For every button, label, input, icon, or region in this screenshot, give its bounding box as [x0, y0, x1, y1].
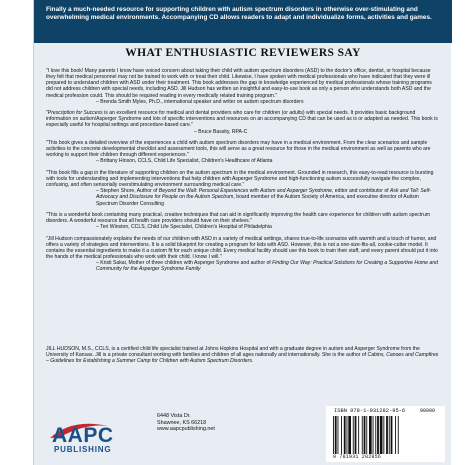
address-line: Shawnee, KS 66218	[157, 419, 207, 426]
logo-subtext: PUBLISHING	[54, 445, 112, 454]
section-title: WHAT ENTHUSIASTIC REVIEWERS SAY	[125, 47, 361, 59]
review-attribution: – Stephen Shore, Author of Beyond the Wall: Personal Experiences with Autism and Asperger Syndrome, editor and contributor of Ask and Tell: Self-Advocacy and Disclosure for People on the Autism Spectrum, board member of the Autism Society of America, and executive director of Autism Spectrum Disorder Consulting	[96, 188, 431, 207]
intro-text: Finally a much-needed resource for supporting children with autism spectrum disorders in otherwise over-stimulating and overwhelming medical environments. Accompanying CD allows readers to adapt and individualize forms, activities and games.	[46, 6, 432, 21]
bio-book-title: Cabins, Canoes and Campfires – Guidelines for Establishing a Summer Camp for Children with Autism Spectrum Disorders	[46, 352, 439, 365]
review-attribution: – Kristi Sakai, Mother of three children with Asperger Syndrome and author of Finding Our Way: Practical Solutions for Creating a Supportive Home and Community for the Asperger Syndrome Family	[96, 260, 438, 273]
review-quote: "This is a wonderful book containing many practical, creative techniques that can aid in significantly improving the health care experience for children with autism spectrum disorders. A wonderful resource that all health care providers should have on their shelves."	[46, 211, 431, 225]
review-attribution: – Teri Winston, CCLS, Child Life Specialist, Children's Hospital of Philadelphia	[96, 224, 272, 231]
isbn-barcode	[333, 416, 417, 454]
aapc-publishing-logo	[46, 406, 154, 456]
author-bio: JILL HUDSON, M.S., CCLS, is a certified child life specialist trained at Johns Hopkins Hospital and with a graduate degree in autism and Asperger Syndrome from the University of Kansas. Jill is a private consultant working with families and children of all ages nationally and internationally. She is the author of Cabins, Canoes and Campfires – Guidelines for Establishing a Summer Camp for Children with Autism Spectrum Disorders.	[46, 346, 439, 365]
reviews-list	[46, 68, 440, 278]
review-item	[46, 212, 440, 230]
review-quote: "This book gives a detailed overview of the experiences a child with autism spectrum disorders may have in a medical environment. From the clear scenarios and sample activities to the concrete developmental checklist and assessment tools, this will serve as a great resource for those in the medical environment as well as parents who are working to support their children through different experiences."	[46, 139, 431, 159]
review-quote: "Prescription for Success is an excellent resource for medical and dental providers who care for children (or adults) with special needs. It provides basic background information on autism/Asperger Syndrome and lots of specific interventions and resources on an accompanying CD that can be used as is or adapted as needed. This book is especially useful for hospital settings and procedure-based care."	[46, 110, 438, 129]
publisher-block	[46, 406, 246, 456]
review-item	[46, 236, 440, 273]
review-item	[46, 170, 440, 207]
review-item	[46, 110, 440, 135]
price-code: 90000	[420, 408, 436, 414]
quoted-book-title: "Prescription for Success	[46, 110, 103, 117]
review-quote: "Jill Hudson compassionately explains the needs of our children with ASD in a variety of medical settings, shares true-to-life scenarios with warmth and a touch of humor, and offers a variety of strategies and interventions. It is a solid blueprint for creating a program for kids with ASD. However, this is not a one-size-fits-all, cookie-cutter model. It contains the essential ingredients to make it a custom fit for each unique child. Every medical facility should use this book to train their staff, and every parent should put it into the hands of the medical professionals who work with their child. I know I will."	[46, 235, 438, 260]
bio-text: JILL HUDSON, M.S., CCLS, is a certified child life specialist trained at Johns Hopkins Hospital and with a graduate degree in autism and Asperger Syndrome from the University of Kansas. Jill is a private consultant working with families and children of all ages nationally and internationally. She is the author of	[46, 346, 420, 359]
cover-panel	[33, 0, 451, 465]
review-item	[46, 68, 440, 105]
logo-text: AAPC	[52, 424, 114, 447]
isbn-number: ISBN 978-1-931282-95-6	[334, 408, 406, 414]
publisher-address	[157, 413, 215, 433]
review-quote: "This book fills a gap in the literature of supporting children on the autism spectrum in the medical environment. Grounded in research, this easy-to-read resource is bursting with tools for understanding and implementing interventions that help children with Asperger Syndrome and high-functioning autism successfully navigate the complex, confusing, and often sensorially overstimulating environment surrounding medical care."	[46, 169, 434, 189]
review-attribution: – Brenda Smith Myles, Ph.D., international speaker and writer on autism spectrum disorders	[96, 98, 304, 105]
review-item	[46, 140, 440, 165]
publisher-website: www.aapcpublishing.net	[157, 426, 215, 432]
intro-band	[34, 0, 452, 43]
barcode-block	[326, 406, 445, 462]
review-attribution: – Brittany Hinson, CCLS, Child Life Specialist, Children's Healthcare of Atlanta	[96, 158, 273, 165]
barcode-digits: 9 781931 282956	[333, 454, 382, 460]
address-line: 6448 Vista Dr.	[157, 413, 191, 419]
review-attribution: – Bruce Bassity, RPA-C	[194, 128, 248, 135]
review-quote: "I love this book! Many parents I know have voiced concern about taking their child with autism spectrum disorders (ASD) to the doctor's office, dentist, or hospital because they felt that medical personnel may not be trained to work with or treat their child. Likewise, I have spoken with medical professionals who have indicated that they were ill prepared to understand children with ASD under their treatment. This book addresses the gap in knowledge experienced by medical professionals whose training programs did not address children with special needs, including ASD. Jill Hudson has written an insightful and easy-to-use book as only a person who understands both ASD and the medical profession could. This should be required reading in every medically related training program."	[46, 68, 432, 99]
